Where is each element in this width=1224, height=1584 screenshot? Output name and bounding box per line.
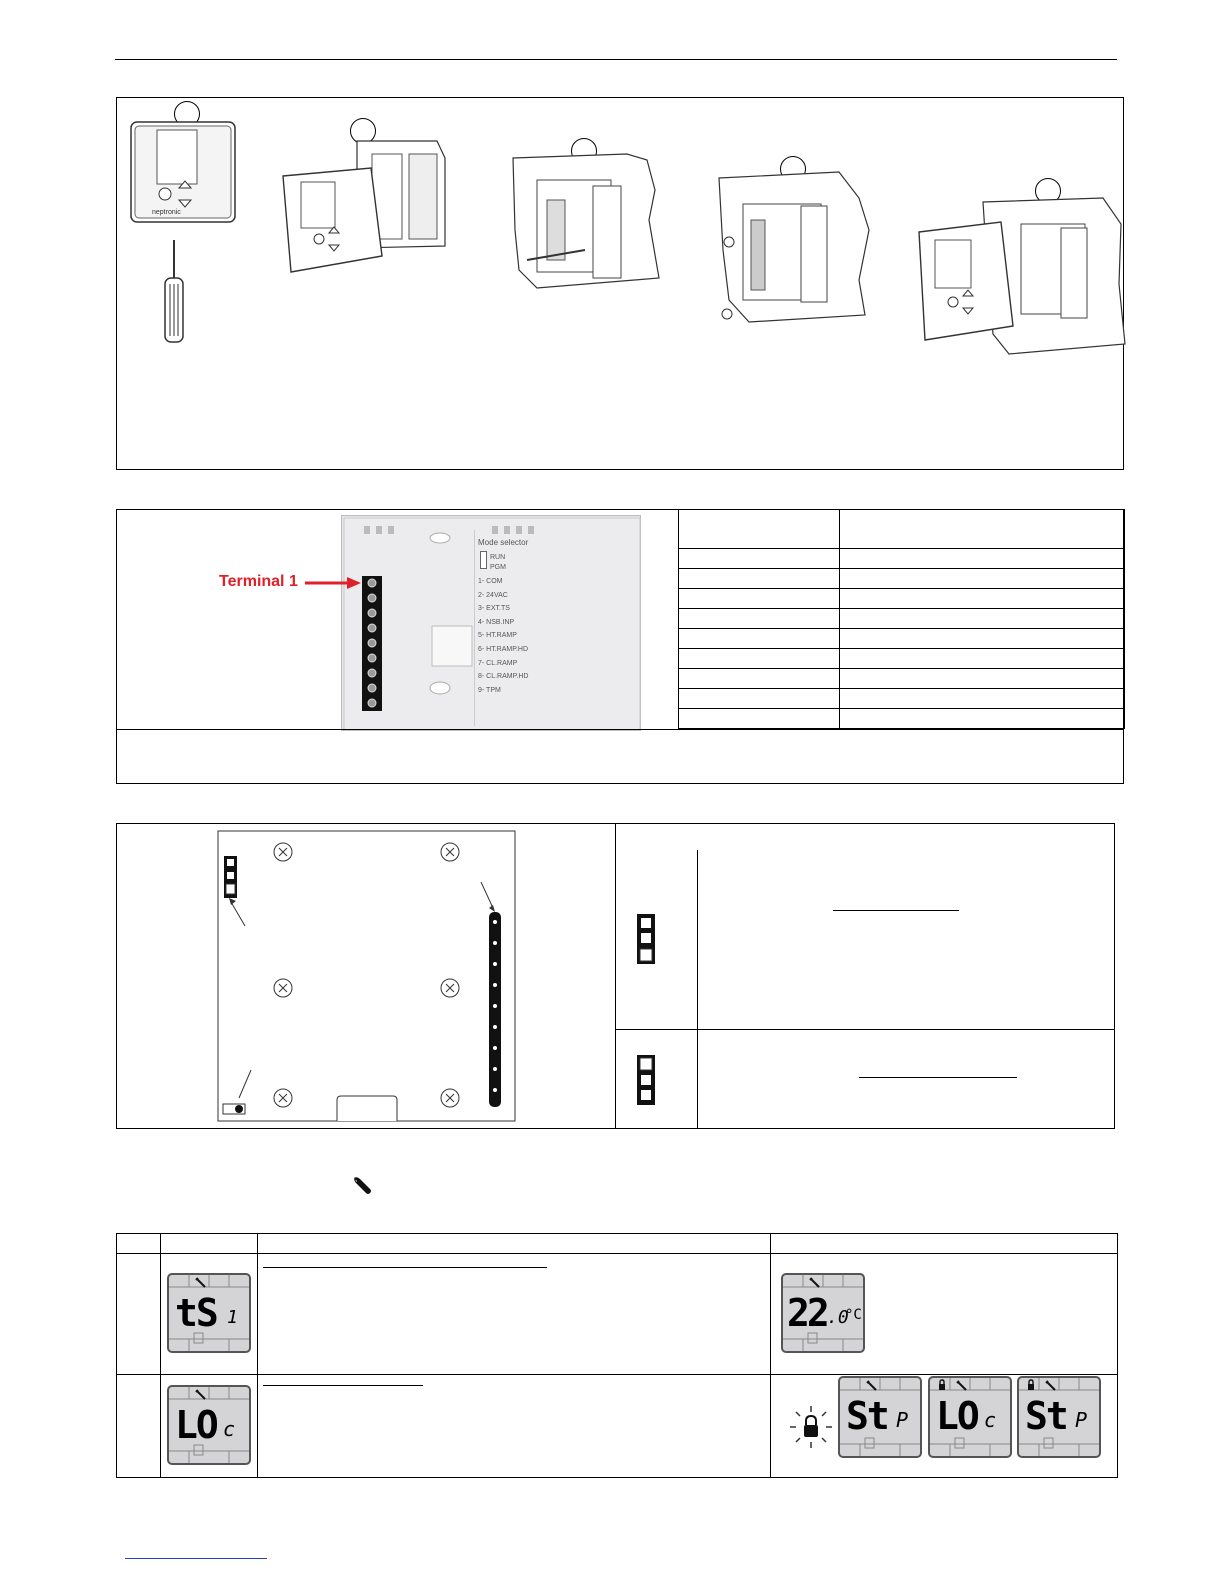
lcd-stp-1	[838, 1376, 922, 1458]
wiring-row-cell	[840, 609, 1125, 629]
blinking-lock-icon	[789, 1405, 833, 1449]
terminal-7-label: 7- CL.RAMP	[478, 659, 518, 667]
wrench-icon	[351, 1174, 373, 1196]
terminal-photo	[341, 515, 641, 731]
terminal-8-label: 8- CL.RAMP.HD	[478, 673, 529, 681]
terminal-6-label: 6- HT.RAMP.HD	[478, 645, 529, 653]
wiring-row-cell	[840, 629, 1125, 649]
terminal-9-label: 9- TPM	[478, 686, 501, 694]
wiring-row-cell	[840, 589, 1125, 609]
lcd-temp	[781, 1273, 865, 1353]
lcd-lock-icon	[1025, 1379, 1037, 1391]
step-2-illustration	[277, 136, 452, 286]
lcd-ts1-text: tS	[175, 1291, 217, 1335]
jumper-vertical-divider	[615, 824, 616, 1128]
wiring-row-cell	[840, 709, 1125, 729]
jumper-mode-divider-v	[697, 850, 698, 1128]
terminal-2-label: 2- 24VAC	[478, 591, 508, 599]
lcd-wrench-icon	[809, 1277, 821, 1289]
lcd-wrench-icon	[1045, 1380, 1057, 1392]
wiring-row-cell	[679, 649, 840, 669]
lcd-stp-locked	[1017, 1376, 1101, 1458]
lcd-stp-p: P	[1075, 1408, 1088, 1432]
footer-link[interactable]	[125, 1558, 267, 1559]
wiring-table	[678, 509, 1125, 729]
wiring-panel	[116, 509, 1124, 784]
wiring-note-divider	[117, 729, 1123, 730]
pgm-mode-underline	[859, 1077, 1017, 1078]
jumper-mode-divider-h	[616, 1029, 1114, 1030]
lcd-loc-c: c	[984, 1408, 997, 1432]
wiring-row-cell	[840, 549, 1125, 569]
wiring-header-cell-1	[679, 510, 840, 549]
lcd-wrench-icon	[956, 1380, 968, 1392]
lcd-temp-unit: °C	[845, 1307, 862, 1323]
lcd-lock-icon	[936, 1379, 948, 1391]
wiring-row-cell	[679, 629, 840, 649]
lcd-loc-locked	[928, 1376, 1012, 1458]
wiring-row-cell	[840, 569, 1125, 589]
mode-switch	[480, 551, 487, 569]
jumper-pgm-icon	[636, 1054, 656, 1106]
wiring-row-cell	[840, 649, 1125, 669]
wiring-row-cell	[679, 669, 840, 689]
wiring-row-cell	[679, 689, 840, 709]
wiring-header-cell-2	[840, 510, 1125, 549]
step-1-device-illustration	[127, 118, 242, 348]
wiring-row-cell	[679, 549, 840, 569]
wiring-row-cell	[679, 609, 840, 629]
lcd-temp-text: 22	[787, 1291, 827, 1335]
wiring-row-cell	[840, 669, 1125, 689]
run-mode-underline	[833, 910, 959, 911]
lcd-loc	[167, 1385, 251, 1465]
wiring-row-cell	[679, 569, 840, 589]
lcd-wrench-icon	[866, 1380, 878, 1392]
lcd-loc-text: LO	[175, 1403, 217, 1447]
lcd-ts1-sub: 1	[227, 1307, 238, 1328]
loc-heading-underline	[263, 1385, 423, 1386]
terminal-1-callout: Terminal 1	[219, 573, 298, 590]
lcd-loc-text: LO	[936, 1394, 978, 1438]
prog-header-rule	[117, 1253, 1117, 1254]
terminal-4-label: 4- NSB.INP	[478, 618, 515, 626]
ts1-heading-underline	[263, 1267, 547, 1268]
lcd-stp-text: St	[1025, 1394, 1067, 1438]
wiring-row-cell	[679, 709, 840, 729]
mode-selector-title: Mode selector	[478, 538, 529, 547]
svg-text:neptronic: neptronic	[152, 209, 181, 216]
step-5-illustration	[913, 194, 1128, 364]
header-rule	[115, 59, 1117, 60]
terminal-label-list	[478, 578, 554, 700]
wiring-row-cell	[840, 689, 1125, 709]
lcd-loc-c: c	[223, 1417, 236, 1441]
lcd-ts1	[167, 1273, 251, 1353]
prog-col-1	[160, 1234, 161, 1477]
terminal-3-label: 3- EXT.TS	[478, 605, 510, 613]
step-3-illustration	[507, 150, 667, 295]
mode-pgm-label: PGM	[490, 564, 506, 571]
terminal-5-label: 5- HT.RAMP	[478, 632, 517, 640]
installation-steps-panel	[116, 97, 1124, 470]
jumper-mode-top-divider	[616, 824, 697, 825]
terminal-1-arrow	[303, 576, 363, 590]
prog-col-2	[257, 1234, 258, 1477]
board-diagram	[217, 830, 517, 1126]
step-4-illustration	[709, 170, 879, 330]
jumper-run-icon	[636, 913, 656, 965]
terminal-screws	[362, 576, 382, 711]
jumper-panel	[116, 823, 1115, 1129]
lcd-wrench-icon	[195, 1389, 207, 1401]
terminal-1-label: 1- COM	[478, 578, 503, 585]
prog-row-rule	[117, 1374, 1117, 1375]
mode-run-label: RUN	[490, 554, 506, 561]
prog-col-3	[770, 1234, 771, 1477]
lcd-wrench-icon	[195, 1277, 207, 1289]
lcd-temp-decimal: .0	[827, 1307, 849, 1328]
lcd-stp-p: P	[896, 1408, 909, 1432]
wiring-row-cell	[679, 589, 840, 609]
lcd-stp-text: St	[846, 1394, 888, 1438]
